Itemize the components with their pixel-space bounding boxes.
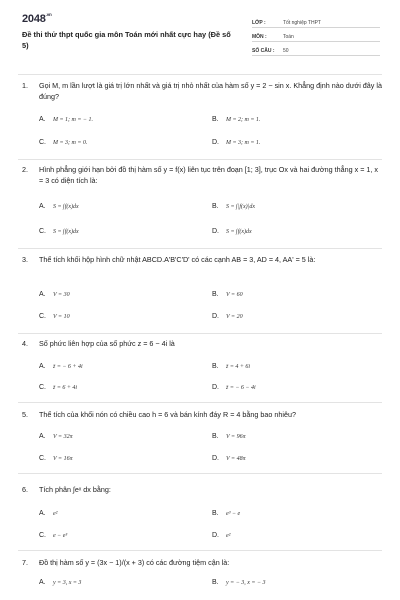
option-value: V = 32π	[53, 434, 73, 440]
option-b[interactable]	[212, 115, 260, 125]
logo-text: 2048	[22, 13, 46, 25]
option-letter: A.	[39, 510, 46, 517]
exam-title: Đề thi thử thpt quốc gia môn Toán mới nhất cực hay (Đề số 5)	[22, 30, 231, 50]
option-letter: D.	[212, 455, 219, 462]
option-letter: C.	[39, 313, 46, 320]
option-c[interactable]	[39, 227, 79, 237]
option-letter: D.	[212, 313, 219, 320]
option-letter: B.	[212, 363, 219, 370]
option-a[interactable]	[39, 432, 73, 442]
option-letter: D.	[212, 139, 219, 146]
option-value: V = 60	[226, 292, 243, 298]
option-value: y = − 3, x = − 3	[226, 580, 266, 586]
option-letter: C.	[39, 384, 46, 391]
option-a[interactable]	[39, 290, 70, 300]
option-letter: B.	[212, 433, 219, 440]
divider	[18, 74, 382, 75]
option-letter: A.	[39, 203, 46, 210]
option-b[interactable]	[212, 202, 255, 212]
divider	[18, 248, 382, 249]
option-value: V = 30	[53, 292, 70, 298]
question-number: 5.	[22, 410, 28, 419]
option-letter: A.	[39, 579, 46, 586]
option-b[interactable]	[212, 290, 243, 300]
option-value: z̄ = − 6 + 4i	[53, 364, 83, 370]
meta-value: Tốt nghiệp THPT	[283, 20, 321, 26]
question-text: Thể tích của khối nón có chiều cao h = 6 và bán kính đáy R = 4 bằng bao nhiêu?	[39, 410, 296, 419]
option-value: V = 16π	[53, 456, 73, 462]
option-c[interactable]	[39, 454, 73, 464]
question-text: Tích phân ∫eˣ dx bằng:	[39, 485, 111, 494]
option-d[interactable]	[212, 312, 243, 322]
question-2	[22, 164, 382, 235]
option-letter: B.	[212, 579, 219, 586]
exam-meta	[252, 16, 380, 58]
question-number: 2.	[22, 165, 28, 174]
option-value: V = 10	[53, 314, 70, 320]
question-3	[22, 254, 382, 320]
meta-class	[252, 16, 380, 28]
question-text: Số phức liên hợp của số phức z = 6 − 4i là	[39, 339, 175, 348]
option-a[interactable]	[39, 362, 83, 372]
question-text: Hình phẳng giới hạn bởi đồ thị hàm số y = f(x) liên tục trên đoạn [1; 3], trục Ox và hai đường thẳng x = 1, x = 3 có diện tích là:	[39, 165, 378, 185]
option-letter: B.	[212, 291, 219, 298]
logo-suffix: .vn	[45, 12, 52, 18]
meta-key: MÔN :	[252, 34, 267, 40]
option-a[interactable]	[39, 509, 57, 519]
option-value: e³ − e	[226, 511, 241, 517]
option-d[interactable]	[212, 454, 246, 464]
option-letter: A.	[39, 291, 46, 298]
option-value: S = ∫f(x)dx	[53, 229, 79, 235]
option-c[interactable]	[39, 138, 87, 148]
option-value: e − e³	[53, 533, 68, 539]
option-value: e²	[53, 511, 58, 517]
option-value: M = 1; m = − 1.	[53, 117, 93, 123]
meta-key: SỐ CÂU :	[252, 48, 275, 54]
question-7	[22, 557, 382, 586]
question-number: 7.	[22, 558, 28, 567]
divider	[18, 473, 382, 474]
option-value: M = 2; m = 1.	[226, 117, 261, 123]
option-letter: C.	[39, 455, 46, 462]
divider	[18, 402, 382, 403]
option-d[interactable]	[212, 383, 256, 393]
option-value: M = 3; m = 1.	[226, 140, 261, 146]
question-text: Gọi M, m lần lượt là giá trị lớn nhất và giá trị nhỏ nhất của hàm số y = 2 − sin x. Khẳng định nào dưới đây là đúng?	[39, 81, 382, 101]
option-b[interactable]	[212, 432, 246, 442]
option-letter: A.	[39, 363, 46, 370]
option-letter: D.	[212, 384, 219, 391]
question-number: 4.	[22, 339, 28, 348]
option-value: z̄ = 4 + 6i	[226, 364, 251, 370]
divider	[18, 159, 382, 160]
divider	[18, 550, 382, 551]
question-4	[22, 338, 382, 391]
option-c[interactable]	[39, 312, 70, 322]
option-value: M = 3; m = 0.	[53, 140, 88, 146]
option-letter: A.	[39, 433, 46, 440]
option-letter: C.	[39, 532, 46, 539]
question-1	[22, 80, 382, 146]
option-letter: B.	[212, 116, 219, 123]
question-text: Đồ thị hàm số y = (3x − 1)/(x + 3) có các đường tiệm cận là:	[39, 558, 230, 567]
divider	[18, 333, 382, 334]
option-a[interactable]	[39, 115, 93, 125]
option-letter: C.	[39, 228, 46, 235]
question-6	[22, 484, 382, 539]
meta-key: LỚP :	[252, 20, 266, 26]
option-value: S = ∫f(x)dx	[53, 204, 79, 210]
option-value: z̄ = − 6 − 4i	[226, 385, 256, 391]
option-letter: D.	[212, 532, 219, 539]
option-value: z̄ = 6 + 4i	[53, 385, 78, 391]
site-logo[interactable]	[22, 13, 52, 25]
page-header	[0, 0, 400, 72]
option-b[interactable]	[212, 578, 266, 588]
question-number: 3.	[22, 255, 28, 264]
option-value: e²	[226, 533, 231, 539]
option-value: y = 3, x = 3	[53, 580, 82, 586]
option-c[interactable]	[39, 531, 67, 541]
question-text: Thể tích khối hộp hình chữ nhật ABCD.A'B'C'D' có các cạnh AB = 3, AD = 4, AA' = 5 là:	[39, 255, 316, 264]
option-a[interactable]	[39, 578, 81, 588]
option-b[interactable]	[212, 509, 240, 519]
meta-subject	[252, 30, 380, 42]
option-a[interactable]	[39, 202, 79, 212]
option-letter: B.	[212, 510, 219, 517]
option-c[interactable]	[39, 383, 77, 393]
option-value: V = 96π	[226, 434, 246, 440]
option-d[interactable]	[212, 138, 260, 148]
option-letter: C.	[39, 139, 46, 146]
option-letter: D.	[212, 228, 219, 235]
option-value: S = ∫|f(x)|dx	[226, 204, 255, 210]
option-b[interactable]	[212, 362, 250, 372]
option-letter: B.	[212, 203, 219, 210]
question-number: 1.	[22, 81, 28, 90]
option-value: V = 20	[226, 314, 243, 320]
question-number: 6.	[22, 485, 28, 494]
meta-count	[252, 44, 380, 56]
meta-value: 50	[283, 48, 289, 54]
option-d[interactable]	[212, 531, 230, 541]
meta-value: Toán	[283, 34, 294, 40]
option-letter: A.	[39, 116, 46, 123]
option-value: S = ∫f(x)dx	[226, 229, 252, 235]
option-d[interactable]	[212, 227, 252, 237]
question-5	[22, 409, 382, 462]
option-value: V = 48π	[226, 456, 246, 462]
